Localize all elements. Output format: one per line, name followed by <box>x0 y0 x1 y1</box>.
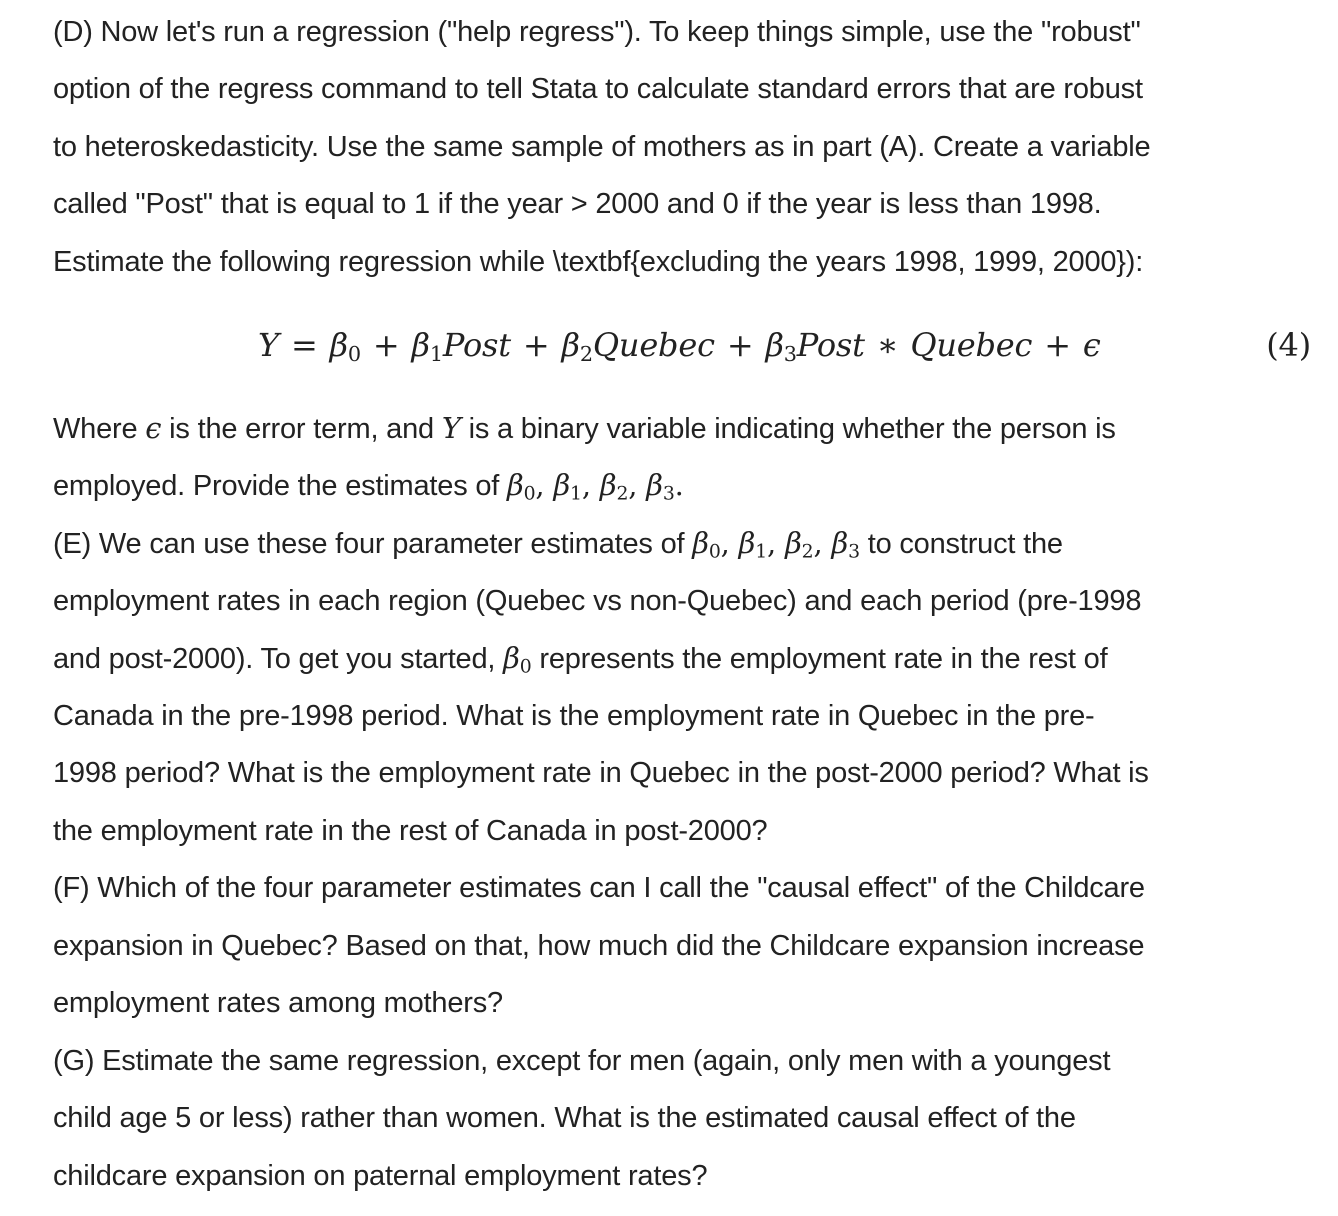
inline-sub0: 0 <box>523 483 536 505</box>
eq-plus-2: + <box>522 326 550 364</box>
part-e-line-5: 1998 period? What is the employment rate in Quebec in the post-2000 period? What is <box>53 757 1149 789</box>
eq-beta0: β <box>329 326 348 364</box>
eq-star: ∗ <box>876 326 899 364</box>
inline-beta0: β <box>692 526 709 560</box>
part-f-line-1: (F) Which of the four parameter estimates can I call the "causal effect" of the Childcare <box>53 872 1145 904</box>
eq-epsilon: ϵ <box>1082 326 1101 364</box>
inline-sub2: 2 <box>801 541 814 563</box>
inline-comma: , <box>767 526 786 560</box>
inline-sub2: 2 <box>616 483 629 505</box>
inline-comma: , <box>535 468 554 502</box>
equation-number: (4) <box>1266 326 1311 364</box>
eq-sub1: 1 <box>429 342 443 367</box>
eq-sub0: 0 <box>347 342 361 367</box>
inline-epsilon: ϵ <box>145 411 162 445</box>
inline-beta2: β <box>785 526 802 560</box>
part-f-line-2: expansion in Quebec? Based on that, how much did the Childcare expansion increase <box>53 930 1145 962</box>
inline-y: Y <box>441 411 461 445</box>
part-d-line-1: (D) Now let's run a regression ("help regress"). To keep things simple, use the "robust" <box>53 16 1141 48</box>
inline-period: . <box>674 468 684 502</box>
inline-beta3: β <box>831 526 849 560</box>
part-d-line-5: Estimate the following regression while \textbf{excluding the years 1998, 1999, 2000}): <box>53 246 1144 278</box>
inline-sub0: 0 <box>708 541 721 563</box>
inline-sub1: 1 <box>755 541 768 563</box>
part-e-line-4: Canada in the pre-1998 period. What is the employment rate in Quebec in the pre- <box>53 700 1095 732</box>
part-g-line-3: childcare expansion on paternal employment rates? <box>53 1160 708 1192</box>
inline-comma: , <box>720 526 739 560</box>
part-e-text-c: and post-2000). To get you started, <box>53 643 504 675</box>
equation-body <box>258 322 1101 377</box>
part-g-line-2: child age 5 or less) rather than women. What is the estimated causal effect of the <box>53 1102 1076 1134</box>
where-text-a: Where <box>53 413 146 445</box>
regression-equation <box>53 322 1311 368</box>
part-e-text-b: to construct the <box>859 528 1063 560</box>
where-line-1 <box>53 408 1116 448</box>
eq-equals: = <box>290 326 318 364</box>
inline-sub3: 3 <box>662 483 675 505</box>
eq-beta2: β <box>561 326 580 364</box>
where-text-c: is a binary variable indicating whether the person is <box>460 413 1116 445</box>
where-line-2 <box>53 465 684 505</box>
eq-quebec-1: Quebec <box>592 326 715 364</box>
part-e-line-2: employment rates in each region (Quebec vs non-Quebec) and each period (pre-1998 <box>53 585 1142 617</box>
eq-y: Y <box>258 326 279 364</box>
eq-plus-4: + <box>1044 326 1071 364</box>
part-e-text-a: (E) We can use these four parameter estimates of <box>53 528 693 560</box>
eq-beta1: β <box>411 326 430 364</box>
eq-quebec-2: Quebec <box>910 326 1033 364</box>
part-d-line-3: to heteroskedasticity. Use the same sample of mothers as in part (A). Create a variable <box>53 131 1151 163</box>
eq-post-1: Post <box>442 326 511 364</box>
inline-comma: , <box>813 526 832 560</box>
part-e-line-1 <box>53 523 1063 563</box>
inline-sub1: 1 <box>570 483 582 505</box>
inline-beta1: β <box>738 526 756 560</box>
inline-beta3: β <box>646 468 663 502</box>
part-e-line-6: the employment rate in the rest of Canada in post-2000? <box>53 815 768 847</box>
inline-beta0: β <box>507 468 524 502</box>
part-d-line-2: option of the regress command to tell Stata to calculate standard errors that are robust <box>53 73 1143 105</box>
where-text-d: employed. Provide the estimates of <box>53 470 508 502</box>
inline-comma: , <box>628 468 647 502</box>
part-e-text-d: represents the employment rate in the rest of <box>531 643 1108 675</box>
eq-sub3: 3 <box>783 342 797 367</box>
inline-comma: , <box>581 468 600 502</box>
eq-plus-3: + <box>726 326 754 364</box>
part-f-line-3: employment rates among mothers? <box>53 987 503 1019</box>
eq-sub2: 2 <box>579 342 593 367</box>
inline-beta1: β <box>553 468 571 502</box>
part-g-line-1: (G) Estimate the same regression, except for men (again, only men with a youngest <box>53 1045 1111 1077</box>
inline-sub0: 0 <box>519 656 532 678</box>
part-d-line-4: called "Post" that is equal to 1 if the year > 2000 and 0 if the year is less than 1998. <box>53 188 1102 220</box>
eq-plus-1: + <box>372 326 400 364</box>
where-text-b: is the error term, and <box>161 413 442 445</box>
inline-beta0: β <box>503 641 520 675</box>
inline-beta2: β <box>599 468 617 502</box>
part-e-line-3 <box>53 638 1107 678</box>
eq-post-2: Post <box>796 326 865 364</box>
eq-beta3: β <box>765 326 784 364</box>
inline-sub3: 3 <box>848 541 860 563</box>
